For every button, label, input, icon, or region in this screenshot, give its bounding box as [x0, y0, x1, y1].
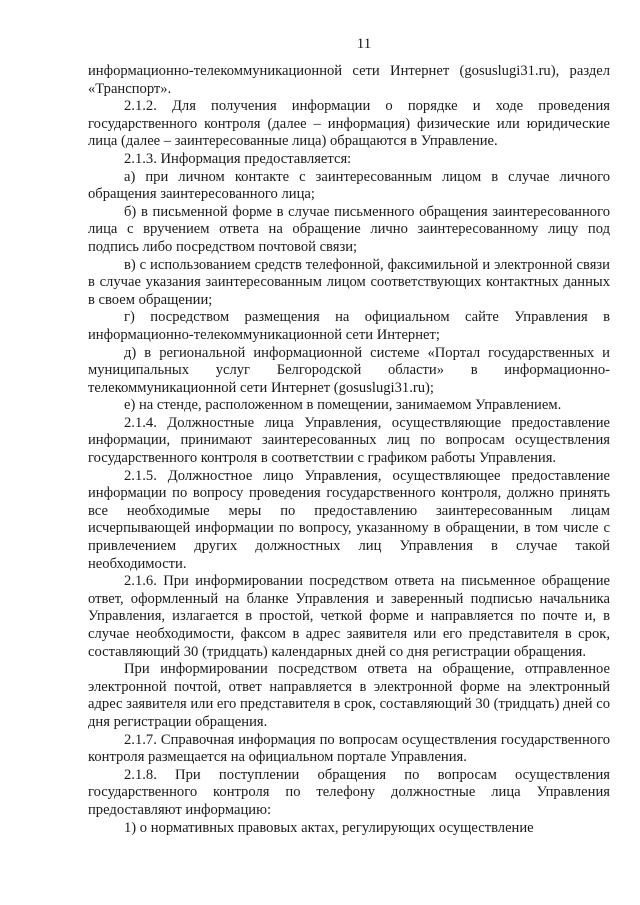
list-item-a: а) при личном контакте с заинтересованным лицом в случае личного обращения заинтересованного лица;	[88, 168, 610, 203]
paragraph-2-1-4: 2.1.4. Должностные лица Управления, осуществляющие предоставление информации, принимают заинтересованных лиц по вопросам осуществления государственного контроля в соответствии с графиком работы Управления.	[88, 414, 610, 467]
paragraph-2-1-6: 2.1.6. При информировании посредством ответа на письменное обращение ответ, оформленный на бланке Управления и заверенный подписью начальника Управления, излагается в простой, четкой форме и направляется по почте и, в случае необходимости, факсом в адрес заявителя или его представителя в срок, составляющий 30 (тридцать) календарных дней со дня регистрации обращения.	[88, 573, 610, 660]
list-item-e: е) на стенде, расположенном в помещении, занимаемом Управлением.	[124, 397, 562, 414]
paragraph-2-1-2: 2.1.2. Для получения информации о порядке и ходе проведения государственного контроля (далее – информация) физические или юридические лица (далее – заинтересованные лица) обращаются в Управление.	[88, 98, 610, 150]
paragraph-2-1-3: 2.1.3. Информация предоставляется:	[124, 150, 352, 167]
paragraph-2-1-8: 2.1.8. При поступлении обращения по вопросам осуществления государственного контроля по телефону должностные лица Управления предоставляют информацию:	[88, 766, 610, 818]
page-number: 11	[356, 36, 372, 52]
paragraph-email-reply: При информировании посредством ответа на обращение, отправленное электронной почтой, ответ направляется в электронной форме на электронный адрес заявителя или его представителя в срок, составляющий 30 (тридцать) дней со дня регистрации обращения.	[88, 661, 610, 730]
list-item-b: б) в письменной форме в случае письменного обращения заинтересованного лица с вручением ответа на обращение лично заинтересованному лицу под подпись либо посредством почтовой связи;	[88, 203, 610, 255]
list-item-g: г) посредством размещения на официальном сайте Управления в информационно-телекоммуникационной сети Интернет;	[88, 309, 610, 343]
paragraph-continuation: информационно-телекоммуникационной сети Интернет (gosuslugi31.ru), раздел «Транспорт».	[88, 63, 610, 97]
list-item-d: д) в региональной информационной системе «Портал государственных и муниципальных услуг Белгородской области» в информационно-телекоммуникационной сети Интернет (gosuslugi31.ru);	[88, 344, 610, 396]
list-item-v: в) с использованием средств телефонной, факсимильной и электронной связи в случае указания заинтересованным лицом соответствующих контактных данных в своем обращении;	[88, 256, 610, 308]
paragraph-2-1-7: 2.1.7. Справочная информация по вопросам осуществления государственного контроля размещается на официальном портале Управления.	[88, 731, 610, 766]
paragraph-2-1-5: 2.1.5. Должностное лицо Управления, осуществляющее предоставление информации по вопросу проведения государственного контроля, должно принять все необходимые меры по предоставлению заинтересованным лицам исчерпывающей информации по вопросу, указанному в обращении, в том числе с привлечением других должностных лиц Управления в случае такой необходимости.	[88, 467, 610, 572]
list-item-1: 1) о нормативных правовых актах, регулирующих осуществление	[124, 819, 534, 836]
